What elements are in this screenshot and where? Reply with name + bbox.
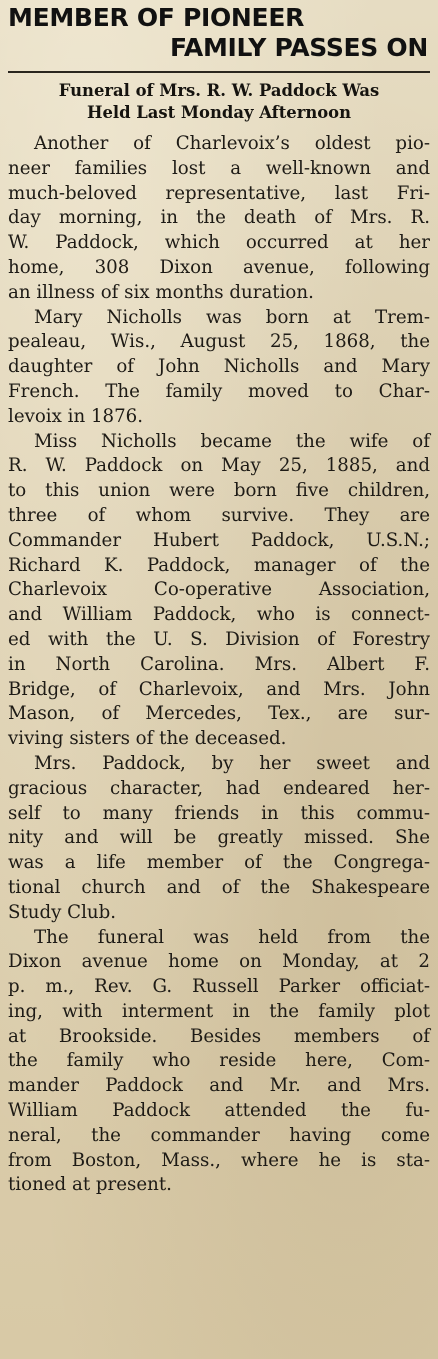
article-line: an illness of six months duration. xyxy=(8,281,314,303)
article-line: much-beloved representative, last Fri- xyxy=(8,182,430,204)
article-line: Study Club. xyxy=(8,901,117,923)
subheadline xyxy=(8,80,430,124)
article-line: W. Paddock, which occurred at her xyxy=(8,232,430,254)
article-line: and William Paddock, who is connect- xyxy=(8,604,430,626)
article-line: The funeral was held from the xyxy=(34,926,430,948)
article-line: neer families lost a well-known and xyxy=(8,157,430,179)
article-line: gracious character, had endeared her- xyxy=(8,777,430,799)
article-line: self to many friends in this commu- xyxy=(8,802,430,824)
article-line: neral, the commander having come xyxy=(8,1124,430,1146)
article-line: R. W. Paddock on May 25, 1885, and xyxy=(8,455,430,477)
subheadline-line-1: Funeral of Mrs. R. W. Paddock Was xyxy=(58,81,380,100)
article-line: Mary Nicholls was born at Trem- xyxy=(34,306,430,328)
article-line: tioned at present. xyxy=(8,1174,172,1196)
article-paragraph xyxy=(8,430,430,752)
article-line: Charlevoix Co-operative Association, xyxy=(8,579,430,601)
article-paragraph xyxy=(8,752,430,926)
article-line: Commander Hubert Paddock, U.S.N.; xyxy=(8,529,430,551)
article-line: tional church and of the Shakespeare xyxy=(8,876,430,898)
article-line: daughter of John Nicholls and Mary xyxy=(8,356,430,378)
article-line: in North Carolina. Mrs. Albert F. xyxy=(8,653,430,675)
article-line: mander Paddock and Mr. and Mrs. xyxy=(8,1075,430,1097)
article-line: Mason, of Mercedes, Tex., are sur- xyxy=(8,703,430,725)
article-line: was a life member of the Congrega- xyxy=(8,852,430,874)
article-line: Mrs. Paddock, by her sweet and xyxy=(34,752,430,774)
article-line: home, 308 Dixon avenue, following xyxy=(8,256,430,278)
article-line: Dixon avenue home on Monday, at 2 xyxy=(8,951,430,973)
article-line: to this union were born five children, xyxy=(8,480,430,502)
article-body xyxy=(8,132,430,1198)
article-line: Another of Charlevoix’s oldest pio- xyxy=(34,133,430,154)
article-line: viving sisters of the deceased. xyxy=(8,728,287,750)
article-line: Richard K. Paddock, manager of the xyxy=(8,554,430,576)
article-paragraph xyxy=(8,132,430,306)
article-line: levoix in 1876. xyxy=(8,405,144,427)
article-line: William Paddock attended the fu- xyxy=(8,1100,430,1122)
headline-rule xyxy=(8,71,430,73)
article-paragraph xyxy=(8,926,430,1199)
article-line: three of whom survive. They are xyxy=(8,504,430,526)
headline-line-1: MEMBER OF PIONEER xyxy=(8,3,305,32)
article-line: French. The family moved to Char- xyxy=(8,380,430,402)
article-line: ing, with interment in the family plot xyxy=(8,1000,430,1022)
subheadline-line-2: Held Last Monday Afternoon xyxy=(86,103,352,122)
article-line: from Boston, Mass., where he is sta- xyxy=(8,1149,430,1171)
headline-line-2: FAMILY PASSES ON xyxy=(169,33,428,62)
article-line: ed with the U. S. Division of Forestry xyxy=(8,628,430,650)
article-line: the family who reside here, Com- xyxy=(8,1050,430,1072)
article-line: day morning, in the death of Mrs. R. xyxy=(8,207,430,229)
article-line: at Brookside. Besides members of xyxy=(8,1025,430,1047)
headline xyxy=(8,0,430,63)
article-paragraph xyxy=(8,306,430,430)
article-line: nity and will be greatly missed. She xyxy=(8,827,430,849)
article-line: p. m., Rev. G. Russell Parker officiat- xyxy=(8,976,430,998)
article-line: pealeau, Wis., August 25, 1868, the xyxy=(8,331,430,353)
article-line: Miss Nicholls became the wife of xyxy=(34,430,430,452)
article-line: Bridge, of Charlevoix, and Mrs. John xyxy=(8,678,430,700)
